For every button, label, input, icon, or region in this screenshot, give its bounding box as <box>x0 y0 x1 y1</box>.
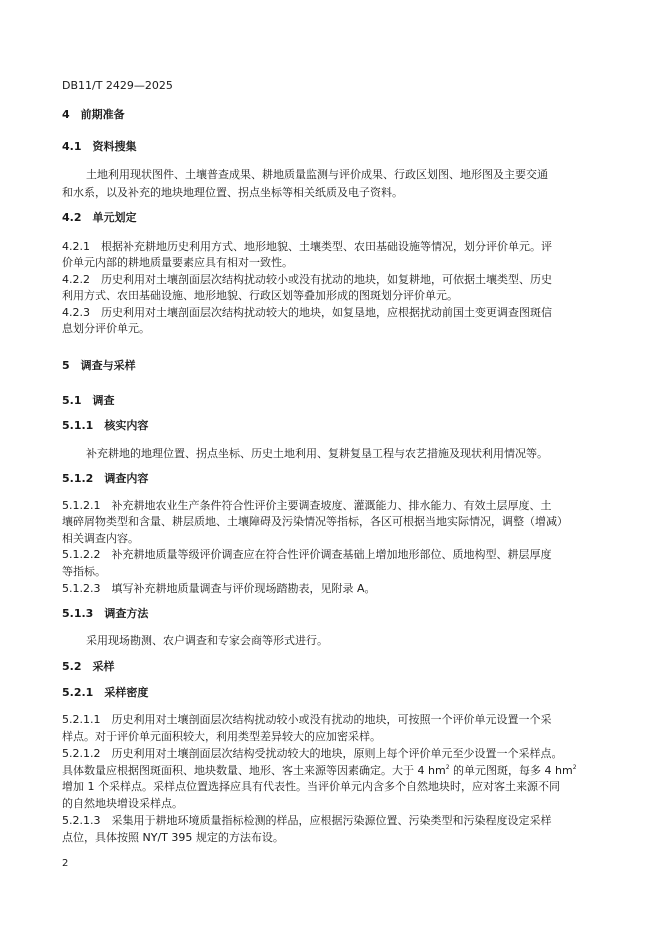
clause-5-2-1-2-line-1: 5.2.1.2 历史利用对土壤剖面层次结构受扰动较大的地块，原则上每个评价单元至少设置一个采样点。 <box>62 747 563 760</box>
clause-5-2-1-1-line-2: 样点。对于评价单元面积较大，利用类型差异较大的应加密采样。 <box>62 730 381 743</box>
clause-5-2-1-2-line-2-text-b: 的单元图斑，每多 4 hm <box>449 764 573 777</box>
page-number: 2 <box>62 858 69 869</box>
square-superscript: 2 <box>445 764 450 771</box>
section-4-heading: 4 前期准备 <box>62 108 125 121</box>
clause-5-1-2-1-line-1: 5.1.2.1 补充耕地农业生产条件符合性评价主要调查坡度、灌溉能力、排水能力、有效土层厚度、土 <box>62 499 552 512</box>
clause-5-1-2-3: 5.1.2.3 填写补充耕地质量调查与评价现场踏勘表，见附录 A。 <box>62 582 376 595</box>
square-superscript: 2 <box>572 764 577 771</box>
section-5-2-1-heading: 5.2.1 采样密度 <box>62 686 149 699</box>
clause-5-1-2-2-line-1: 5.1.2.2 补充耕地质量等级评价调查应在符合性评价调查基础上增加地形部位、质地构型、耕层厚度 <box>62 548 552 561</box>
clause-5-2-1-1-line-1: 5.2.1.1 历史利用对土壤剖面层次结构扰动较小或没有扰动的地块，可按照一个评价单元设置一个采 <box>62 713 552 726</box>
clause-5-2-1-2-line-4: 的自然地块增设采样点。 <box>62 797 183 810</box>
paragraph-4-1-line-1: 土地利用现状图件、土壤普查成果、耕地质量监测与评价成果、行政区划图、地形图及主要交通 <box>86 168 548 181</box>
section-5-1-2-heading: 5.1.2 调查内容 <box>62 472 149 485</box>
clause-4-2-1-line-2: 价单元内部的耕地质量要素应具有相对一致性。 <box>62 256 293 269</box>
section-4-1-heading: 4.1 资料搜集 <box>62 140 137 153</box>
clause-5-2-1-3-line-2: 点位，具体按照 NY/T 395 规定的方法布设。 <box>62 831 284 844</box>
section-4-2-heading: 4.2 单元划定 <box>62 211 137 224</box>
clause-4-2-1-line-1: 4.2.1 根据补充耕地历史利用方式、地形地貌、土壤类型、农田基础设施等情况，划分评价单元。评 <box>62 240 552 253</box>
clause-4-2-3-line-1: 4.2.3 历史利用对土壤剖面层次结构扰动较大的地块，如复垦地，应根据扰动前国土变更调查图斑信 <box>62 306 552 319</box>
clause-5-2-1-2-line-2-text-a: 具体数量应根据图斑面积、地块数量、地形、客土来源等因素确定。大于 4 hm <box>62 764 446 777</box>
paragraph-5-1-3: 采用现场勘测、农户调查和专家会商等形式进行。 <box>86 634 328 647</box>
paragraph-5-1-1: 补充耕地的地理位置、拐点坐标、历史土地利用、复耕复垦工程与农艺措施及现状利用情况等。 <box>86 447 548 460</box>
section-5-1-1-heading: 5.1.1 核实内容 <box>62 419 149 432</box>
standard-number: DB11/T 2429—2025 <box>62 79 173 92</box>
clause-5-2-1-2-line-2 <box>62 764 577 778</box>
clause-5-1-2-1-line-3: 相关调查内容。 <box>62 532 139 545</box>
paragraph-4-1-line-2: 和水系，以及补充的地块地理位置、拐点坐标等相关纸质及电子资料。 <box>62 186 403 199</box>
section-5-1-3-heading: 5.1.3 调查方法 <box>62 607 149 620</box>
section-5-2-heading: 5.2 采样 <box>62 660 115 673</box>
clause-4-2-2-line-1: 4.2.2 历史利用对土壤剖面层次结构扰动较小或没有扰动的地块，如复耕地，可依据土壤类型、历史 <box>62 273 552 286</box>
clause-4-2-2-line-2: 利用方式、农田基础设施、地形地貌、行政区划等叠加形成的图斑划分评价单元。 <box>62 289 458 302</box>
clause-5-1-2-2-line-2: 等指标。 <box>62 565 106 578</box>
clause-5-2-1-3-line-1: 5.2.1.3 采集用于耕地环境质量指标检测的样品，应根据污染源位置、污染类型和污染程度设定采样 <box>62 814 552 827</box>
clause-5-2-1-2-line-3: 增加 1 个采样点。采样点位置选择应具有代表性。当评价单元内含多个自然地块时，应对客土来源不同 <box>62 780 560 793</box>
section-5-1-heading: 5.1 调查 <box>62 394 115 407</box>
clause-4-2-3-line-2: 息划分评价单元。 <box>62 322 150 335</box>
clause-5-1-2-1-line-2: 壤碎屑物类型和含量、耕层质地、土壤障碍及污染情况等指标，各区可根据当地实际情况，调整（增减） <box>62 515 568 528</box>
section-5-heading: 5 调查与采样 <box>62 359 136 372</box>
